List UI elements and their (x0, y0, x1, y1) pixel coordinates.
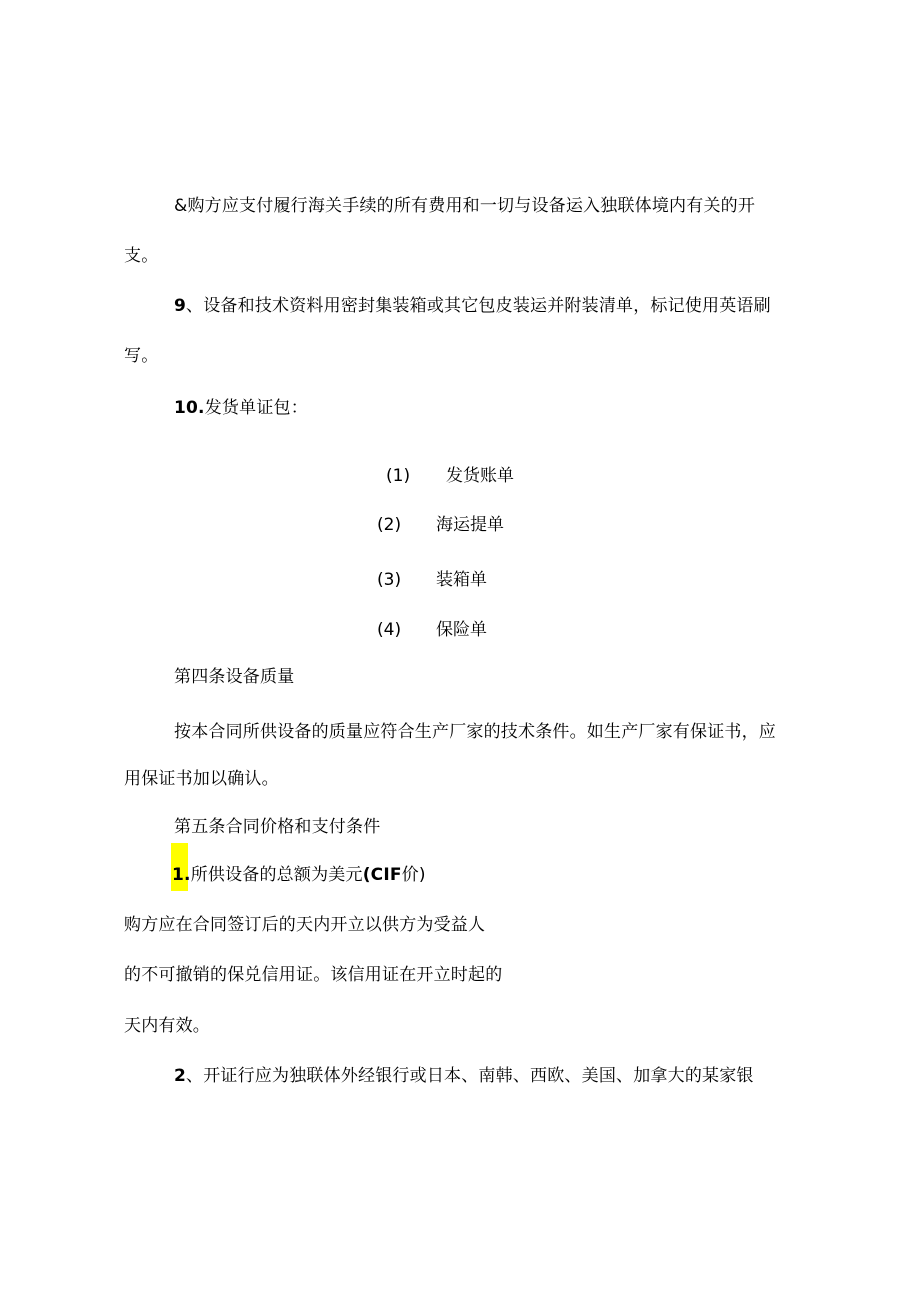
article-5-item-1-number: 1. (172, 865, 191, 885)
article-5-item-2 (174, 1065, 754, 1087)
clause-8-line-2: 支。 (124, 246, 159, 266)
doc-list-item-4-text: 保险单 (436, 620, 487, 640)
article-5-item-2-text: 、开证行应为独联体外经银行或日本、南韩、西欧、美国、加拿大的某家银 (186, 1066, 754, 1086)
article-5-heading: 第五条合同价格和支付条件 (174, 817, 381, 837)
clause-10-text: 发货单证包： (204, 398, 308, 418)
article-5-item-1 (172, 864, 426, 886)
doc-list-item-3-text: 装箱单 (436, 570, 487, 590)
article-5-para-line-1: 购方应在合同签订后的天内开立以供方为受益人 (124, 915, 486, 935)
doc-list-item-3-number: (3) (377, 570, 402, 590)
clause-9-number: 9 (174, 296, 187, 316)
clause-10-number: 10. (174, 398, 205, 418)
article-5-para-line-3: 天内有效。 (124, 1016, 210, 1036)
clause-9-text: 、设备和技术资料用密封集装箱或其它包皮装运并附装清单，标记使用英语刷 (186, 296, 771, 316)
doc-list-item-4-number: (4) (377, 620, 402, 640)
doc-list-item-2-text: 海运提单 (436, 515, 504, 535)
article-4-body-line-1: 按本合同所供设备的质量应符合生产厂家的技术条件。如生产厂家有保证书，应 (174, 722, 776, 742)
doc-list-item-1-number: (1) (386, 466, 411, 486)
article-5-item-2-number: 2 (174, 1066, 187, 1086)
clause-9-line-1 (174, 295, 771, 317)
clause-10-heading (174, 397, 308, 419)
doc-list-item-2-number: (2) (377, 515, 402, 535)
doc-list-item-1-text: 发货账单 (446, 466, 514, 486)
clause-9-line-2: 写。 (124, 346, 159, 366)
article-5-item-1-text: 所供设备的总额为美元 (190, 865, 363, 885)
clause-8-line-1: &购方应支付履行海关手续的所有费用和一切与设备运入独联体境内有关的开 (174, 196, 756, 216)
article-5-item-1-tail: 价) (401, 865, 426, 885)
article-5-item-1-cif: (CIF (362, 865, 402, 885)
article-5-para-line-2: 的不可撤销的保兑信用证。该信用证在开立时起的 (124, 965, 503, 985)
article-4-heading: 第四条设备质量 (174, 667, 295, 687)
article-4-body-line-2: 用保证书加以确认。 (124, 769, 279, 789)
